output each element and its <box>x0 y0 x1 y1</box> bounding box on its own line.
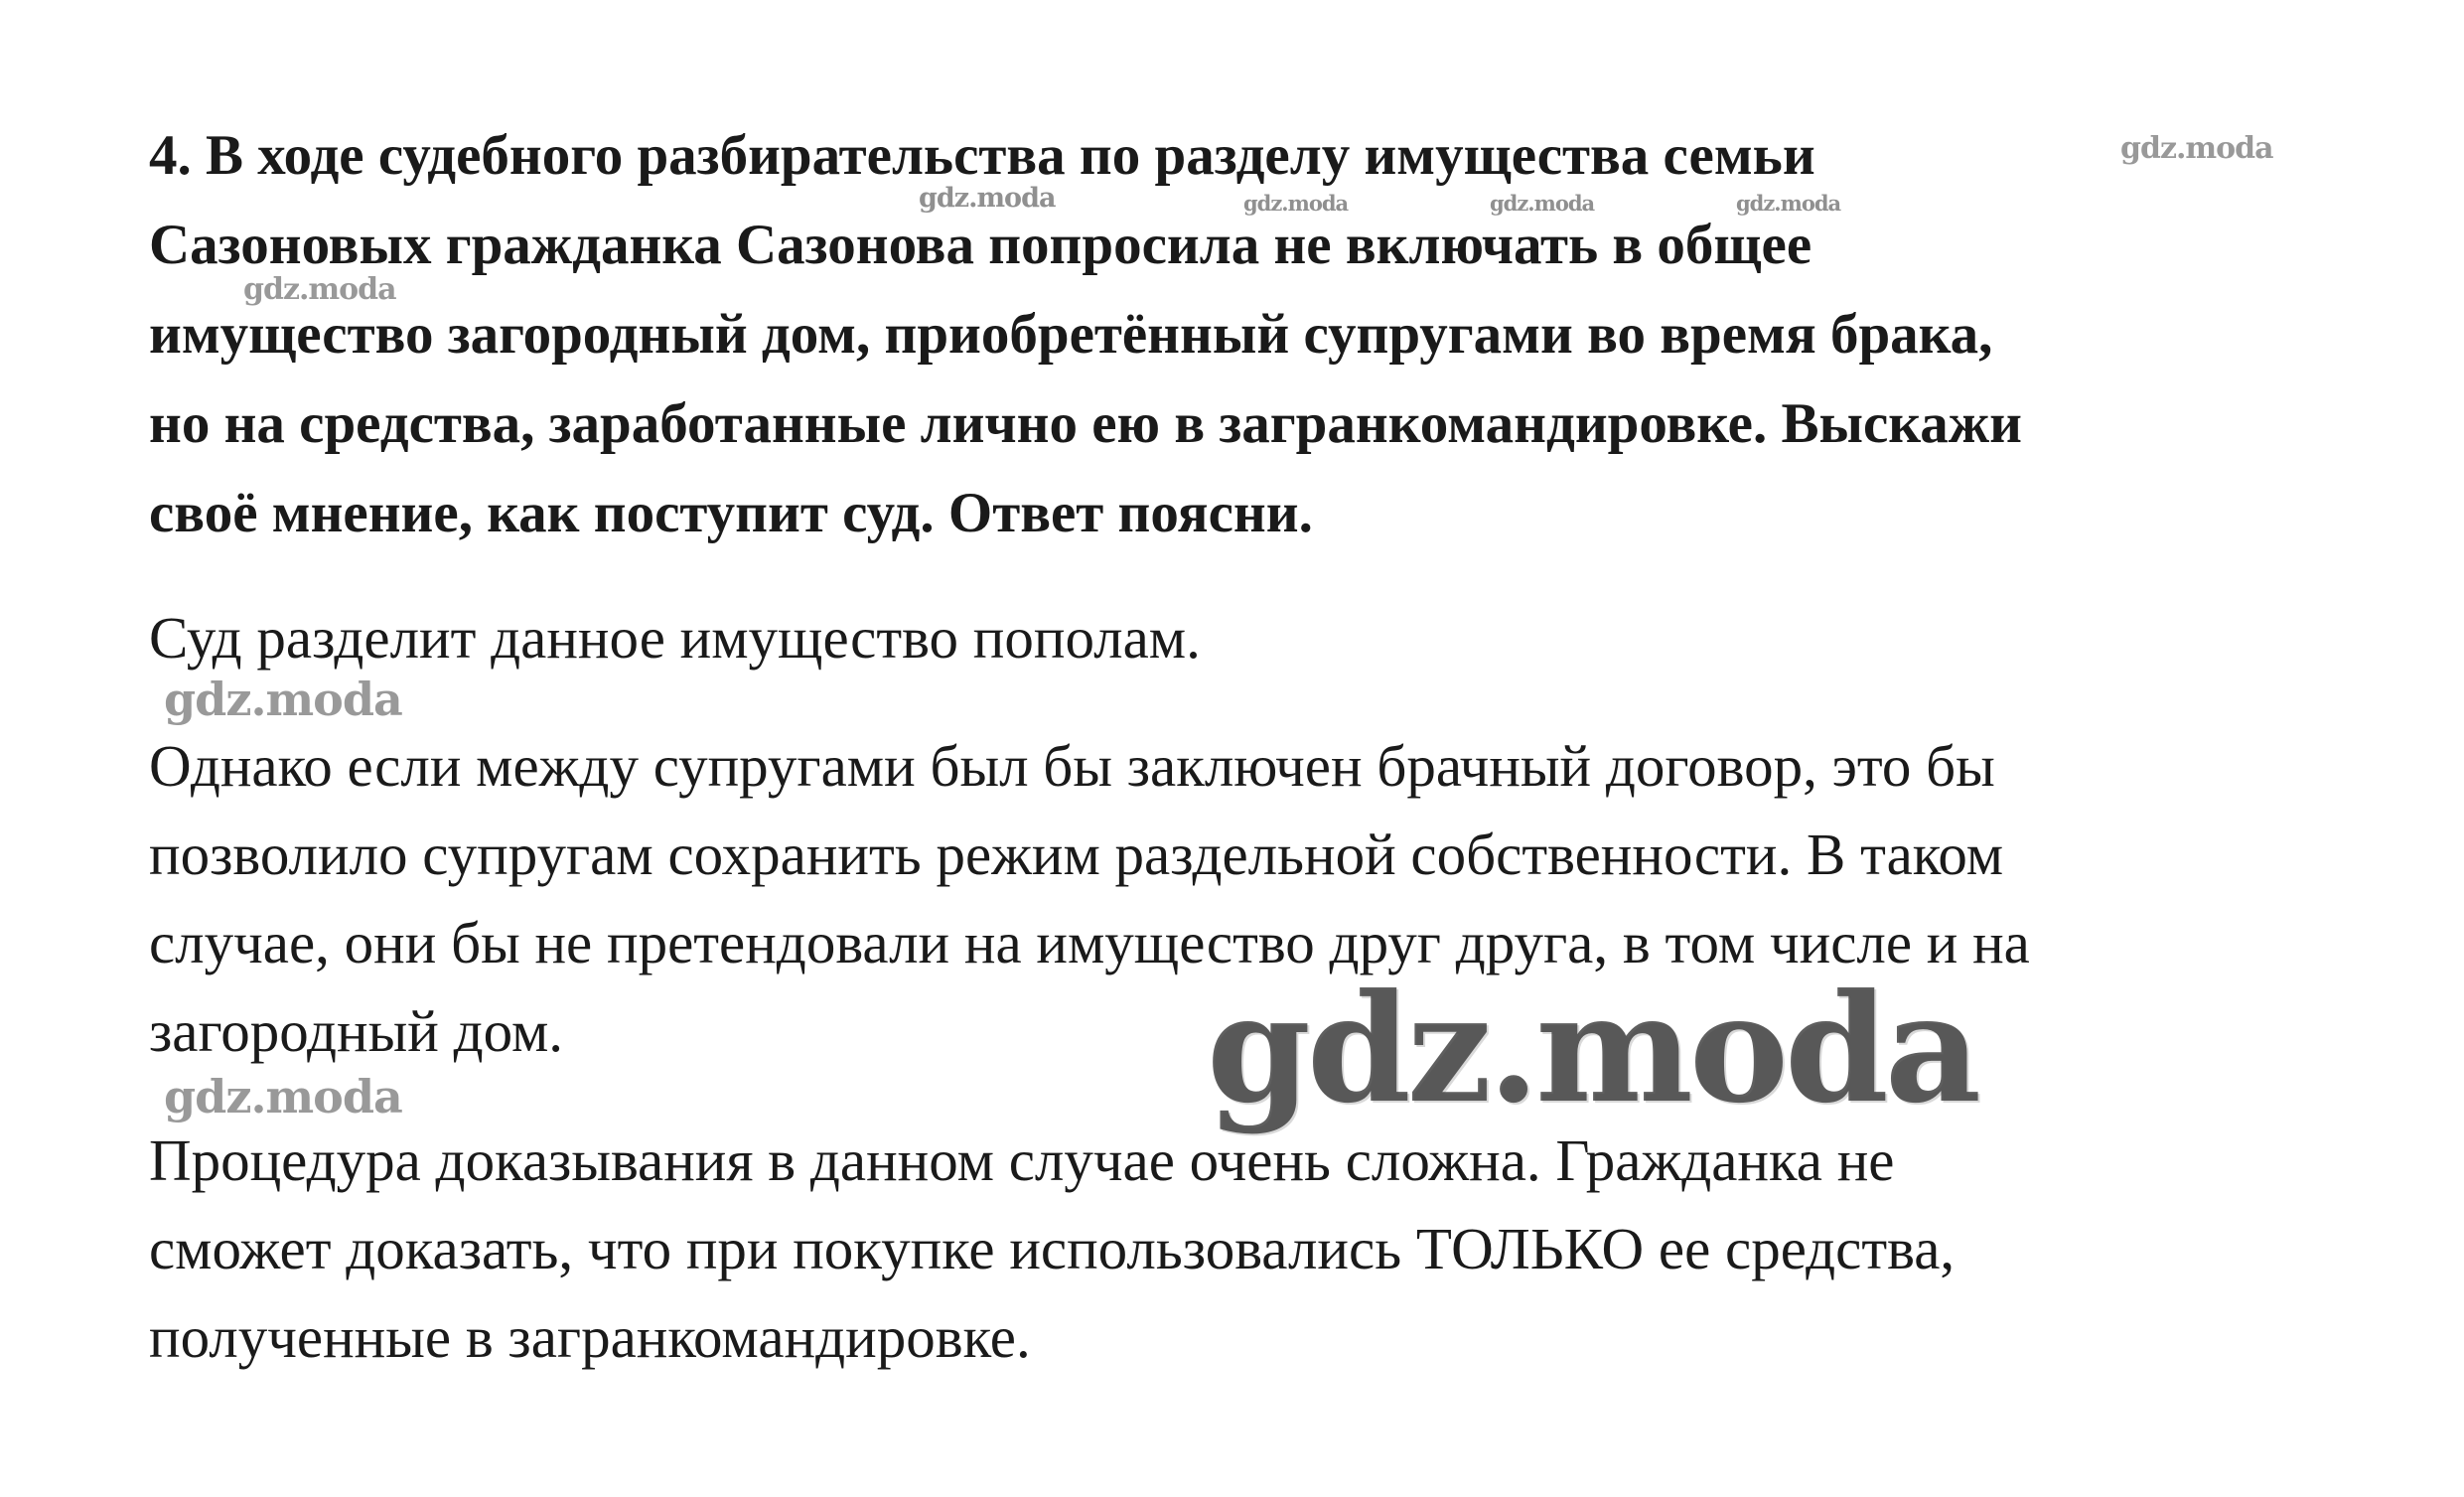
question-line: своё мнение, как поступит суд. Ответ поясни. <box>149 482 1313 544</box>
watermark: gdz.moda <box>1243 191 1349 216</box>
answer-line: Суд разделит данное имущество пополам. <box>149 605 1201 671</box>
answer-line: Однако если между супругами был бы заключен брачный договор, это бы <box>149 733 1995 799</box>
question-text <box>149 111 2384 558</box>
watermark: gdz.moda <box>2120 131 2273 166</box>
question-line: Сазоновых гражданка Сазонова попросила не включать в общее <box>149 214 1812 276</box>
answer-line: Процедура доказывания в данном случае очень сложна. Гражданка не <box>149 1127 1895 1193</box>
watermark: gdz.moda <box>1490 191 1595 216</box>
question-line: 4. В ходе судебного разбирательства по разделу имущества семьи <box>149 124 1815 187</box>
watermark: gdz.moda <box>919 183 1056 214</box>
question-line: имущество загородный дом, приобретённый супругами во время брака, <box>149 303 1993 366</box>
question-line: но на средства, заработанные лично ею в загранкомандировке. Выскажи <box>149 392 2022 455</box>
answer-line: полученные в загранкомандировке. <box>149 1304 1031 1370</box>
watermark: gdz.moda <box>1736 191 1841 216</box>
answer-paragraph-3 <box>149 1117 2384 1382</box>
answer-line: сможет доказать, что при покупке использовались ТОЛЬКО ее средства, <box>149 1216 1956 1281</box>
answer-line: случае, они бы не претендовали на имущество друг друга, в том числе и на <box>149 910 2030 975</box>
answer-paragraph-1 <box>149 594 2384 682</box>
watermark: gdz.moda <box>164 1070 402 1123</box>
answer-line: загородный дом. <box>149 998 564 1064</box>
watermark: gdz.moda <box>243 272 396 307</box>
watermark: gdz.moda <box>1207 962 1978 1136</box>
answer-line: позволило супругам сохранить режим раздельной собственности. В таком <box>149 822 2004 887</box>
watermark: gdz.moda <box>164 673 402 726</box>
